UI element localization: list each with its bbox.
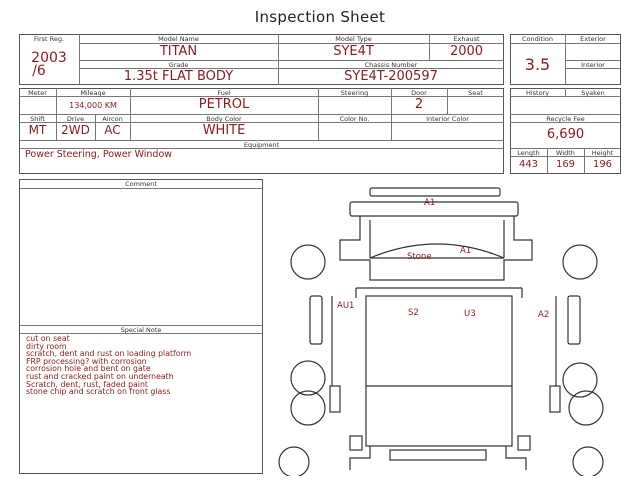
chassis-number-value: SYE4T-200597 [344, 69, 438, 84]
length-label: Length [517, 149, 540, 157]
special-note-list [26, 335, 191, 396]
sheet-title: Inspection Sheet [254, 8, 386, 26]
width-label: Width [556, 149, 575, 157]
vehicle-diagram [270, 180, 630, 476]
model-name-label: Model Name [158, 35, 199, 43]
shift-value: MT [28, 123, 47, 137]
special-note-item: Scratch, dent, rust, faded paint [26, 379, 148, 389]
mark-a2: A2 [538, 310, 550, 320]
grade-label: Grade [168, 61, 189, 69]
syaken-label: Syaken [581, 89, 605, 97]
chassis-number-label: Chassis Number [364, 61, 418, 69]
aircon-value: AC [104, 123, 121, 137]
special-note-label: Special Note [120, 326, 162, 334]
special-note-item: FRP processing? with corrosion [26, 356, 147, 366]
width-value: 169 [555, 159, 576, 170]
exterior-label: Exterior [580, 35, 606, 43]
color-no-label: Color No. [339, 115, 370, 123]
length-value: 443 [518, 159, 539, 170]
drive-value: 2WD [61, 123, 90, 137]
recycle-fee-value: 6,690 [546, 127, 585, 142]
fuel-label: Fuel [217, 89, 231, 97]
first-reg-year: 2003 [31, 50, 67, 66]
mileage-label: Mileage [80, 89, 106, 97]
first-reg-month: /6 [32, 63, 46, 79]
shift-label: Shift [30, 115, 45, 123]
special-note-item: corrosion hole and bent on gate [26, 364, 151, 374]
seat-label: Seat [468, 89, 483, 97]
special-note-item: scratch, dent and rust on loading platform [26, 349, 192, 359]
interior-label: Interior [581, 61, 605, 69]
interior-color-label: Interior Color [426, 115, 469, 123]
exhaust-label: Exhaust [453, 35, 480, 43]
model-type-value: SYE4T [333, 44, 374, 59]
grade-value: 1.35t FLAT BODY [123, 69, 234, 84]
comment-label: Comment [125, 180, 157, 188]
height-label: Height [591, 149, 614, 157]
mark-a1-top: A1 [424, 198, 436, 208]
door-value: 2 [414, 97, 424, 112]
meter-label: Meter [28, 89, 47, 97]
mileage-value: 134,000 KM [69, 101, 117, 110]
exhaust-value: 2000 [449, 44, 484, 59]
first-reg-label: First Reg. [33, 35, 65, 43]
special-note-item: stone chip and scratch on front glass [26, 387, 171, 397]
body-color-value: WHITE [202, 123, 246, 138]
steering-label: Steering [340, 89, 369, 97]
model-type-label: Model Type [335, 35, 372, 43]
special-note-item: dirty room [26, 341, 67, 351]
mark-au1: AU1 [337, 301, 355, 311]
special-note-item: cut on seat [26, 334, 70, 343]
drive-label: Drive [66, 115, 85, 123]
recycle-fee-label: Recycle Fee [546, 115, 585, 123]
special-note-item: rust and cracked paint on underneath [26, 371, 174, 381]
door-label: Door [411, 89, 427, 97]
height-value: 196 [592, 159, 613, 170]
equipment-label: Equipment [243, 141, 280, 149]
history-label: History [525, 89, 550, 97]
model-name-value: TITAN [159, 44, 198, 59]
body-color-label: Body Color [206, 115, 242, 123]
equipment-value: Power Steering, Power Window [25, 149, 173, 160]
mark-stone: Stone [407, 252, 432, 262]
fuel-value: PETROL [198, 97, 250, 112]
mark-s2: S2 [408, 308, 419, 318]
mark-a1-glass: A1 [460, 246, 472, 256]
mark-u3: U3 [464, 309, 476, 319]
condition-value: 3.5 [524, 55, 551, 74]
aircon-label: Aircon [102, 115, 123, 123]
condition-label: Condition [521, 35, 554, 43]
